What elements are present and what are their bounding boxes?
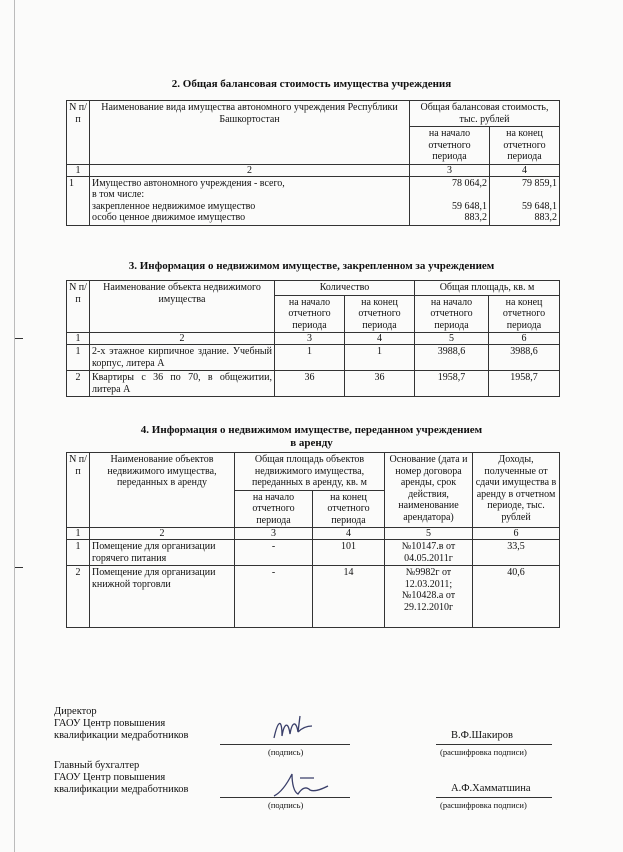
col-header-start: на начало отчетного периода bbox=[275, 295, 345, 333]
name-line: особо ценное движимое имущество bbox=[92, 212, 246, 223]
director-signature bbox=[268, 708, 328, 748]
decode-caption: (расшифровка подписи) bbox=[440, 747, 527, 757]
col-number: 1 bbox=[67, 164, 90, 176]
director-org: квалификации медработников bbox=[54, 730, 189, 741]
col-header-num: N п/п bbox=[67, 453, 90, 528]
row-income: 40,6 bbox=[473, 566, 560, 628]
col-header-total: Общая балансовая стоимость, тыс. рублей bbox=[410, 101, 560, 127]
row-num: 2 bbox=[67, 566, 90, 628]
row-num: 1 bbox=[67, 345, 90, 371]
value-line: 59 648,1 bbox=[522, 200, 557, 212]
value-line: 883,2 bbox=[534, 212, 557, 223]
row-end bbox=[490, 176, 560, 225]
col-number: 6 bbox=[489, 333, 560, 345]
balance-table bbox=[66, 100, 560, 226]
col-header-end: на конец отчетного периода bbox=[345, 295, 415, 333]
col-number: 4 bbox=[490, 164, 560, 176]
col-number: 3 bbox=[410, 164, 490, 176]
col-number: 2 bbox=[90, 333, 275, 345]
row-basis: №9982г от 12.03.2011; №10428.а от 29.12.2010г bbox=[385, 566, 473, 628]
decode-caption: (расшифровка подписи) bbox=[440, 800, 527, 810]
col-header-end: на конец отчетного периода bbox=[490, 127, 560, 165]
row-name: Квартиры с 36 по 70, в общежитии, литера А bbox=[90, 371, 275, 397]
col-header-end: на конец отчетного периода bbox=[313, 490, 385, 528]
col-number: 6 bbox=[473, 528, 560, 540]
col-header-income: Доходы, полученные от сдачи имущества в аренду в отчетном периоде, тыс. рублей bbox=[473, 453, 560, 528]
sign-caption: (подпись) bbox=[268, 800, 304, 810]
row-area-start: - bbox=[235, 540, 313, 566]
col-header-name: Наименование объектов недвижимого имущества, переданных в аренду bbox=[90, 453, 235, 528]
col-header-end: на конец отчетного периода bbox=[489, 295, 560, 333]
col-header-start: на начало отчетного периода bbox=[410, 127, 490, 165]
accountant-org: ГАОУ Центр повышения bbox=[54, 772, 166, 783]
director-block bbox=[54, 706, 189, 742]
col-number: 4 bbox=[345, 333, 415, 345]
row-name: Помещение для организации горячего питания bbox=[90, 540, 235, 566]
col-header-start: на начало отчетного периода bbox=[235, 490, 313, 528]
table-row bbox=[67, 176, 560, 225]
scan-mark bbox=[15, 338, 23, 339]
accountant-block bbox=[54, 760, 189, 796]
col-header-start: на начало отчетного периода bbox=[415, 295, 489, 333]
row-area-end: 1958,7 bbox=[489, 371, 560, 397]
row-qty-start: 1 bbox=[275, 345, 345, 371]
col-number: 3 bbox=[235, 528, 313, 540]
row-area-start: - bbox=[235, 566, 313, 628]
accountant-title: Главный бухгалтер bbox=[54, 760, 140, 771]
col-number: 2 bbox=[90, 528, 235, 540]
name-line: закрепленное недвижимое имущество bbox=[92, 200, 256, 212]
director-title: Директор bbox=[54, 706, 97, 717]
row-area-start: 1958,7 bbox=[415, 371, 489, 397]
name-line: в том числе: bbox=[92, 189, 145, 200]
table-row bbox=[67, 371, 560, 397]
row-num: 1 bbox=[67, 176, 90, 225]
section-2-title: 2. Общая балансовая стоимость имущества учреждения bbox=[171, 78, 452, 90]
decode-line bbox=[436, 744, 552, 745]
row-qty-end: 1 bbox=[345, 345, 415, 371]
col-header-area: Общая площадь, кв. м bbox=[415, 281, 560, 296]
col-number: 5 bbox=[385, 528, 473, 540]
col-header-area: Общая площадь объектов недвижимого имущества, переданных в аренду, кв. м bbox=[235, 453, 385, 491]
section-4-title: 4. Информация о недвижимом имуществе, переданном учреждением bbox=[140, 424, 483, 436]
col-number: 1 bbox=[67, 528, 90, 540]
row-area-end: 14 bbox=[313, 566, 385, 628]
table-row bbox=[67, 540, 560, 566]
value-line: 79 859,1 bbox=[522, 177, 557, 189]
director-name: В.Ф.Шакиров bbox=[451, 730, 513, 741]
row-area-start: 3988,6 bbox=[415, 345, 489, 371]
col-header-name: Наименование вида имущества автономного учреждения Республики Башкортостан bbox=[90, 101, 410, 165]
row-basis: №10147.в от 04.05.2011г bbox=[385, 540, 473, 566]
col-header-qty: Количество bbox=[275, 281, 415, 296]
value-line: 59 648,1 bbox=[452, 200, 487, 212]
col-number: 1 bbox=[67, 333, 90, 345]
section-4-title-line2: в аренду bbox=[290, 437, 333, 449]
property-table bbox=[66, 280, 560, 397]
scan-mark bbox=[15, 567, 23, 568]
decode-line bbox=[436, 797, 552, 798]
lease-table bbox=[66, 452, 560, 628]
col-header-num: N п/п bbox=[67, 101, 90, 165]
row-area-end: 101 bbox=[313, 540, 385, 566]
col-header-basis: Основание (дата и номер договора аренды, срок действия, наименование арендатора) bbox=[385, 453, 473, 528]
row-name: 2-х этажное кирпичное здание. Учебный корпус, литера А bbox=[90, 345, 275, 371]
table-row bbox=[67, 566, 560, 628]
row-name: Помещение для организации книжной торговли bbox=[90, 566, 235, 628]
col-number: 5 bbox=[415, 333, 489, 345]
col-number: 3 bbox=[275, 333, 345, 345]
sign-caption: (подпись) bbox=[268, 747, 304, 757]
value-line: 78 064,2 bbox=[452, 177, 487, 189]
accountant-name: А.Ф.Хамматшина bbox=[451, 783, 531, 794]
table-row bbox=[67, 345, 560, 371]
name-line: Имущество автономного учреждения - всего, bbox=[92, 177, 285, 189]
col-number: 4 bbox=[313, 528, 385, 540]
accountant-signature bbox=[270, 768, 340, 802]
col-number: 2 bbox=[90, 164, 410, 176]
accountant-org: квалификации медработников bbox=[54, 784, 189, 795]
row-num: 2 bbox=[67, 371, 90, 397]
section-3-title: 3. Информация о недвижимом имуществе, закрепленном за учреждением bbox=[128, 260, 495, 272]
row-area-end: 3988,6 bbox=[489, 345, 560, 371]
director-org: ГАОУ Центр повышения bbox=[54, 718, 166, 729]
row-start bbox=[410, 176, 490, 225]
value-line: 883,2 bbox=[464, 212, 487, 223]
row-name bbox=[90, 176, 410, 225]
col-header-name: Наименование объекта недвижимого имущества bbox=[90, 281, 275, 333]
row-qty-start: 36 bbox=[275, 371, 345, 397]
row-qty-end: 36 bbox=[345, 371, 415, 397]
row-income: 33,5 bbox=[473, 540, 560, 566]
col-header-num: N п/п bbox=[67, 281, 90, 333]
row-num: 1 bbox=[67, 540, 90, 566]
